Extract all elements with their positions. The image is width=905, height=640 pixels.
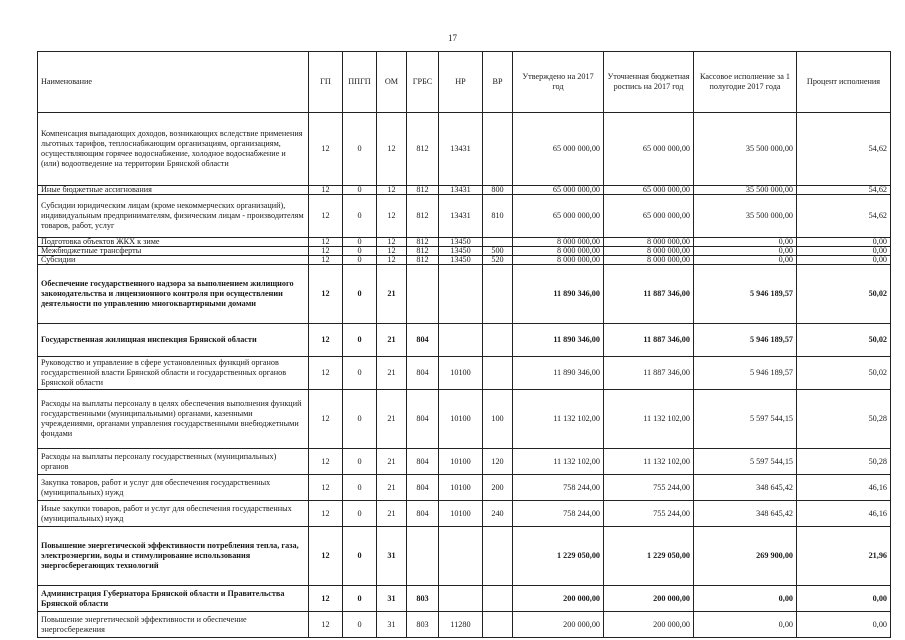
row-grbs: 812: [407, 186, 439, 195]
row-refined: 65 000 000,00: [604, 186, 694, 195]
row-ppgp: 0: [343, 586, 377, 612]
row-ppgp: 0: [343, 247, 377, 256]
row-approved: 11 132 102,00: [513, 449, 604, 475]
row-approved: 11 890 346,00: [513, 357, 604, 390]
row-grbs: [407, 265, 439, 324]
row-gp: 12: [309, 501, 343, 527]
col-percent: Процент исполнения: [797, 52, 891, 113]
row-grbs: 812: [407, 238, 439, 247]
row-grbs: 804: [407, 324, 439, 357]
row-gp: 12: [309, 390, 343, 449]
table-row: [38, 324, 891, 357]
row-gp: 12: [309, 357, 343, 390]
row-gp: 12: [309, 238, 343, 247]
row-refined: 200 000,00: [604, 586, 694, 612]
row-np: 13450: [439, 238, 483, 247]
table-row: [38, 113, 891, 186]
row-vr: [483, 586, 513, 612]
row-ppgp: 0: [343, 390, 377, 449]
table-row: [38, 390, 891, 449]
row-grbs: 804: [407, 390, 439, 449]
row-om: 21: [377, 265, 407, 324]
row-name: Государственная жилищная инспекция Брянской области: [38, 324, 309, 357]
row-name: Расходы на выплаты персоналу в целях обеспечения выполнения функций государственными (муниципальными) органами, казенными учреждениями, органами управления государственными внебюджетными фондами: [38, 390, 309, 449]
row-om: 21: [377, 324, 407, 357]
row-percent: 0,00: [797, 256, 891, 265]
row-vr: [483, 357, 513, 390]
row-ppgp: 0: [343, 186, 377, 195]
row-np: 11280: [439, 612, 483, 638]
row-gp: 12: [309, 449, 343, 475]
row-percent: 50,28: [797, 449, 891, 475]
row-approved: 11 132 102,00: [513, 390, 604, 449]
row-om: 31: [377, 586, 407, 612]
row-ppgp: 0: [343, 113, 377, 186]
table-row: [38, 612, 891, 638]
col-om: ОМ: [377, 52, 407, 113]
row-approved: 8 000 000,00: [513, 247, 604, 256]
row-refined: 200 000,00: [604, 612, 694, 638]
row-vr: 800: [483, 186, 513, 195]
row-refined: 65 000 000,00: [604, 195, 694, 238]
row-gp: 12: [309, 586, 343, 612]
table-row: [38, 527, 891, 586]
row-vr: 100: [483, 390, 513, 449]
row-cash: 0,00: [694, 238, 797, 247]
row-approved: 200 000,00: [513, 612, 604, 638]
row-approved: 8 000 000,00: [513, 256, 604, 265]
row-ppgp: 0: [343, 612, 377, 638]
row-ppgp: 0: [343, 475, 377, 501]
row-name: Администрация Губернатора Брянской области и Правительства Брянской области: [38, 586, 309, 612]
row-percent: 50,02: [797, 265, 891, 324]
row-name: Компенсация выпадающих доходов, возникающих вследствие применения льготных тарифов, теплоснабжающим организациям, организациям, осуществляющим горячее водоснабжение, холодное водоснабжение и (или) водоотведение на территории Брянской области: [38, 113, 309, 186]
table-row: [38, 256, 891, 265]
row-np: [439, 527, 483, 586]
row-vr: 520: [483, 256, 513, 265]
row-ppgp: 0: [343, 256, 377, 265]
header-row: [38, 52, 891, 113]
row-grbs: 804: [407, 501, 439, 527]
row-cash: 5 946 189,57: [694, 357, 797, 390]
row-name: Иные закупки товаров, работ и услуг для обеспечения государственных (муниципальных) нужд: [38, 501, 309, 527]
row-name: Субсидии юридическим лицам (кроме некоммерческих организаций), индивидуальным предпринимателям, физическим лицам - производителям товаров, работ, услуг: [38, 195, 309, 238]
row-vr: 500: [483, 247, 513, 256]
row-np: 13431: [439, 195, 483, 238]
row-grbs: 804: [407, 357, 439, 390]
row-grbs: 812: [407, 247, 439, 256]
row-percent: 21,96: [797, 527, 891, 586]
row-cash: 0,00: [694, 612, 797, 638]
row-np: 10100: [439, 475, 483, 501]
row-ppgp: 0: [343, 324, 377, 357]
row-np: [439, 324, 483, 357]
row-ppgp: 0: [343, 265, 377, 324]
row-approved: 11 890 346,00: [513, 265, 604, 324]
row-refined: 11 887 346,00: [604, 357, 694, 390]
row-om: 21: [377, 501, 407, 527]
row-ppgp: 0: [343, 501, 377, 527]
row-cash: 35 500 000,00: [694, 113, 797, 186]
row-om: 12: [377, 113, 407, 186]
col-grbs: ГРБС: [407, 52, 439, 113]
row-refined: 1 229 050,00: [604, 527, 694, 586]
row-vr: [483, 612, 513, 638]
row-om: 12: [377, 256, 407, 265]
row-percent: 50,02: [797, 357, 891, 390]
row-grbs: 804: [407, 475, 439, 501]
row-percent: 46,16: [797, 501, 891, 527]
row-vr: 240: [483, 501, 513, 527]
col-vr: ВР: [483, 52, 513, 113]
row-ppgp: 0: [343, 449, 377, 475]
row-percent: 54,62: [797, 186, 891, 195]
row-cash: 269 900,00: [694, 527, 797, 586]
table-row: [38, 265, 891, 324]
row-refined: 11 887 346,00: [604, 265, 694, 324]
row-refined: 8 000 000,00: [604, 247, 694, 256]
col-np: НР: [439, 52, 483, 113]
row-approved: 65 000 000,00: [513, 186, 604, 195]
row-grbs: 803: [407, 586, 439, 612]
row-vr: 200: [483, 475, 513, 501]
row-grbs: 812: [407, 195, 439, 238]
row-percent: 0,00: [797, 612, 891, 638]
col-name: Наименование: [38, 52, 309, 113]
row-cash: 348 645,42: [694, 501, 797, 527]
row-np: 10100: [439, 357, 483, 390]
row-grbs: 812: [407, 256, 439, 265]
row-vr: [483, 265, 513, 324]
row-cash: 5 946 189,57: [694, 265, 797, 324]
row-refined: 755 244,00: [604, 501, 694, 527]
row-refined: 11 132 102,00: [604, 390, 694, 449]
table-row: [38, 357, 891, 390]
col-approved: Утверждено на 2017 год: [513, 52, 604, 113]
row-grbs: 812: [407, 113, 439, 186]
row-np: 10100: [439, 501, 483, 527]
row-refined: 65 000 000,00: [604, 113, 694, 186]
row-name: Руководство и управление в сфере установленных функций органов государственной власти Брянской области и государственных органов Брянской области: [38, 357, 309, 390]
row-approved: 758 244,00: [513, 475, 604, 501]
row-om: 21: [377, 449, 407, 475]
row-om: 31: [377, 612, 407, 638]
row-approved: 8 000 000,00: [513, 238, 604, 247]
row-ppgp: 0: [343, 238, 377, 247]
row-approved: 65 000 000,00: [513, 113, 604, 186]
row-gp: 12: [309, 265, 343, 324]
row-om: 12: [377, 186, 407, 195]
row-percent: 0,00: [797, 238, 891, 247]
row-name: Повышение энергетической эффективности потребления тепла, газа, электроэнергии, воды и стимулирование использования энергосберегающих технологий: [38, 527, 309, 586]
row-np: 10100: [439, 390, 483, 449]
row-vr: 810: [483, 195, 513, 238]
table-row: [38, 501, 891, 527]
row-cash: 5 946 189,57: [694, 324, 797, 357]
row-np: [439, 586, 483, 612]
row-np: 13450: [439, 256, 483, 265]
row-percent: 54,62: [797, 113, 891, 186]
row-np: 13431: [439, 113, 483, 186]
row-gp: 12: [309, 256, 343, 265]
row-grbs: 803: [407, 612, 439, 638]
row-grbs: [407, 527, 439, 586]
row-approved: 65 000 000,00: [513, 195, 604, 238]
row-refined: 755 244,00: [604, 475, 694, 501]
row-gp: 12: [309, 475, 343, 501]
row-name: Обеспечение государственного надзора за выполнением жилищного законодательства и лицензионного контроля при осуществлении деятельности по управлению многоквартирными домами: [38, 265, 309, 324]
row-refined: 11 887 346,00: [604, 324, 694, 357]
row-om: 21: [377, 390, 407, 449]
table-row: [38, 449, 891, 475]
row-percent: 50,02: [797, 324, 891, 357]
row-percent: 0,00: [797, 586, 891, 612]
row-np: 10100: [439, 449, 483, 475]
row-name: Подготовка объектов ЖКХ к зиме: [38, 238, 309, 247]
row-vr: [483, 324, 513, 357]
row-cash: 5 597 544,15: [694, 390, 797, 449]
row-refined: 11 132 102,00: [604, 449, 694, 475]
table-row: [38, 475, 891, 501]
row-om: 21: [377, 475, 407, 501]
col-gp: ГП: [309, 52, 343, 113]
row-cash: 0,00: [694, 247, 797, 256]
row-refined: 8 000 000,00: [604, 256, 694, 265]
row-om: 12: [377, 247, 407, 256]
budget-table: [37, 51, 891, 638]
table-row: [38, 195, 891, 238]
col-cash: Кассовое исполнение за 1 полугодие 2017 года: [694, 52, 797, 113]
row-np: 13450: [439, 247, 483, 256]
row-approved: 1 229 050,00: [513, 527, 604, 586]
row-cash: 35 500 000,00: [694, 186, 797, 195]
col-refined: Уточненная бюджетная роспись на 2017 год: [604, 52, 694, 113]
row-approved: 758 244,00: [513, 501, 604, 527]
row-percent: 54,62: [797, 195, 891, 238]
row-gp: 12: [309, 195, 343, 238]
row-name: Повышение энергетической эффективности и обеспечение энергосбережения: [38, 612, 309, 638]
row-refined: 8 000 000,00: [604, 238, 694, 247]
row-percent: 0,00: [797, 247, 891, 256]
row-grbs: 804: [407, 449, 439, 475]
row-np: [439, 265, 483, 324]
row-vr: [483, 113, 513, 186]
row-name: Иные бюджетные ассигнования: [38, 186, 309, 195]
row-name: Межбюджетные трансферты: [38, 247, 309, 256]
row-vr: [483, 527, 513, 586]
page-number: 17: [448, 33, 457, 43]
row-name: Закупка товаров, работ и услуг для обеспечения государственных (муниципальных) нужд: [38, 475, 309, 501]
row-cash: 348 645,42: [694, 475, 797, 501]
row-om: 12: [377, 195, 407, 238]
row-gp: 12: [309, 324, 343, 357]
row-cash: 0,00: [694, 586, 797, 612]
row-gp: 12: [309, 247, 343, 256]
table-row: [38, 586, 891, 612]
row-gp: 12: [309, 612, 343, 638]
row-np: 13431: [439, 186, 483, 195]
row-om: 31: [377, 527, 407, 586]
row-ppgp: 0: [343, 195, 377, 238]
row-name: Расходы на выплаты персоналу государственных (муниципальных) органов: [38, 449, 309, 475]
row-cash: 5 597 544,15: [694, 449, 797, 475]
row-percent: 50,28: [797, 390, 891, 449]
row-gp: 12: [309, 186, 343, 195]
row-name: Субсидии: [38, 256, 309, 265]
row-cash: 35 500 000,00: [694, 195, 797, 238]
row-approved: 11 890 346,00: [513, 324, 604, 357]
row-cash: 0,00: [694, 256, 797, 265]
col-ppgp: ППГП: [343, 52, 377, 113]
row-percent: 46,16: [797, 475, 891, 501]
row-gp: 12: [309, 113, 343, 186]
row-om: 21: [377, 357, 407, 390]
row-ppgp: 0: [343, 527, 377, 586]
table-row: [38, 186, 891, 195]
row-vr: 120: [483, 449, 513, 475]
row-ppgp: 0: [343, 357, 377, 390]
row-approved: 200 000,00: [513, 586, 604, 612]
row-gp: 12: [309, 527, 343, 586]
row-om: 12: [377, 238, 407, 247]
